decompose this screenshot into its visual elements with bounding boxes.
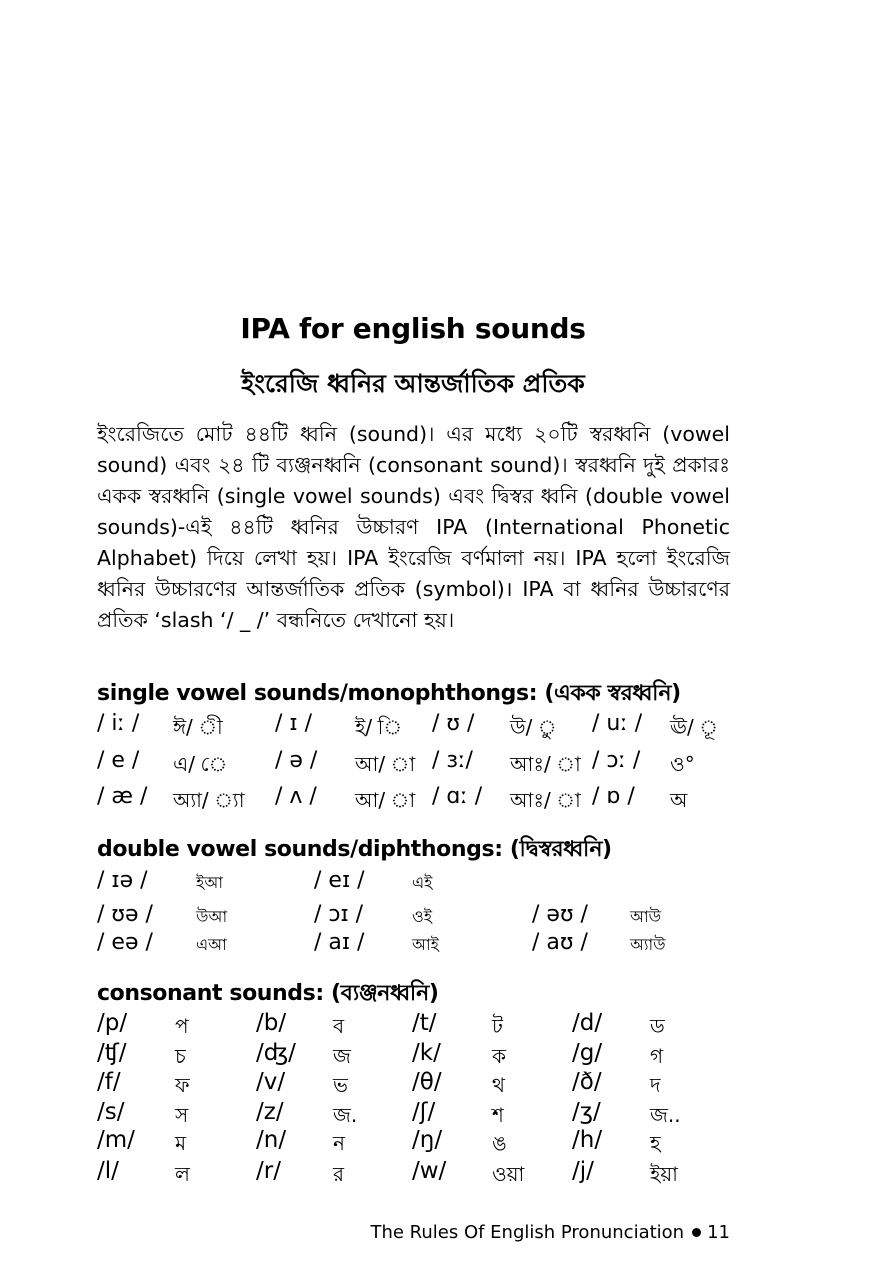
monophthong-ipa-symbol: / ɔː / — [592, 748, 641, 773]
consonant-ipa-symbol: /l/ — [97, 1158, 119, 1184]
consonant-ipa-symbol: /v/ — [256, 1069, 286, 1095]
consonant-bengali-equivalent: ম — [175, 1131, 187, 1155]
book-title: The Rules Of English Pronunciation — [370, 1222, 685, 1243]
diphthong-row — [0, 930, 870, 964]
consonant-ipa-symbol: /r/ — [256, 1158, 281, 1184]
diphthong-ipa-symbol: / ɪə / — [97, 868, 148, 893]
page-footer — [370, 1222, 730, 1243]
monophthong-bengali-equivalent: এ/ ে — [173, 752, 228, 776]
consonant-bengali-equivalent: ফ — [175, 1073, 190, 1097]
bullet-icon — [692, 1228, 701, 1237]
diphthong-bengali-equivalent: ওই — [412, 907, 433, 926]
monophthong-ipa-symbol: / ʊ / — [432, 711, 475, 736]
page-title: IPA for english sounds — [240, 312, 586, 345]
monophthong-ipa-symbol: / ɜː/ — [432, 748, 473, 773]
consonant-bengali-equivalent: ট — [492, 1014, 503, 1038]
monophthong-bengali-equivalent: ঈ/ ী — [173, 715, 223, 739]
page-number: 11 — [707, 1222, 730, 1243]
consonant-bengali-equivalent: ল — [175, 1162, 190, 1186]
consonant-ipa-symbol: /s/ — [97, 1099, 125, 1125]
monophthong-bengali-equivalent: ই/ ি — [355, 715, 403, 739]
monophthong-bengali-equivalent: অ — [670, 788, 688, 812]
monophthong-bengali-equivalent: আ/ া — [355, 788, 416, 812]
consonant-ipa-symbol: /m/ — [97, 1127, 135, 1153]
consonant-ipa-symbol: /w/ — [412, 1158, 447, 1184]
consonant-bengali-equivalent: স — [175, 1103, 189, 1127]
monophthong-bengali-equivalent: আঃ/ া — [510, 752, 581, 776]
monophthong-bengali-equivalent: অ্যা/ ্যা — [173, 788, 245, 812]
consonant-bengali-equivalent: দ — [650, 1073, 661, 1097]
consonant-bengali-equivalent: র — [333, 1162, 345, 1186]
monophthong-bengali-equivalent: আঃ/ া — [510, 788, 581, 812]
consonant-ipa-symbol: /d/ — [572, 1010, 603, 1036]
monophthong-bengali-equivalent: উ/ ু — [510, 715, 557, 739]
consonant-bengali-equivalent: ক — [492, 1044, 506, 1068]
monophthong-ipa-symbol: / ɒ / — [592, 784, 635, 809]
monophthong-row — [0, 711, 870, 745]
monophthongs-heading: single vowel sounds/monophthongs: (একক স্বরধ্বনি) — [97, 681, 681, 706]
consonant-bengali-equivalent: ড — [650, 1014, 665, 1038]
consonants-heading: consonant sounds: (ব্যঞ্জনধ্বনি) — [97, 981, 439, 1006]
monophthong-ipa-symbol: / uː / — [592, 711, 643, 736]
diphthong-row — [0, 868, 870, 902]
consonant-ipa-symbol: /ʒ/ — [572, 1099, 601, 1125]
diphthong-ipa-symbol: / aʊ / — [532, 930, 588, 955]
consonant-ipa-symbol: /ŋ/ — [412, 1127, 443, 1153]
monophthong-ipa-symbol: / ɪ / — [275, 711, 312, 736]
consonant-bengali-equivalent: গ — [650, 1044, 664, 1068]
consonant-ipa-symbol: /n/ — [256, 1127, 287, 1153]
monophthong-ipa-symbol: / ɑː / — [432, 784, 483, 809]
diphthong-bengali-equivalent: এই — [412, 873, 433, 892]
monophthong-ipa-symbol: / æ / — [97, 784, 148, 809]
consonant-ipa-symbol: /ʤ/ — [256, 1040, 296, 1066]
consonant-bengali-equivalent: ভ — [333, 1073, 348, 1097]
monophthong-row — [0, 784, 870, 818]
consonant-bengali-equivalent: প — [175, 1014, 189, 1038]
consonant-ipa-symbol: /θ/ — [412, 1069, 442, 1095]
consonant-ipa-symbol: /g/ — [572, 1040, 603, 1066]
intro-paragraph: ইংরেজিতে মোট ৪৪টি ধ্বনি (sound)। এর মধ্যে ২০টি স্বরধ্বনি (vowel sound) এবং ২৪ টি ব্যঞ্জনধ্বনি (consonant sound)। স্বরধ্বনি দুই প্রকারঃ একক স্বরধ্বনি (single vowel sounds) এবং দ্বিস্বর ধ্বনি (double vowel sounds)-এই ৪৪টি ধ্বনির উচ্চারণ IPA (International Phonetic Alphabet) দিয়ে লেখা হয়। IPA ইংরেজি বর্ণমালা নয়। IPA হলো ইংরেজি ধ্বনির উচ্চারণের আন্তর্জাতিক প্রতিক (symbol)। IPA বা ধ্বনির উচ্চারণের প্রতিক ‘slash ‘/ _ /’ বন্ধনিতে দেখানো হয়। — [97, 422, 730, 632]
consonant-bengali-equivalent: শ — [492, 1103, 504, 1127]
consonant-ipa-symbol: /z/ — [256, 1099, 284, 1125]
diphthong-ipa-symbol: / əʊ / — [532, 902, 588, 927]
consonant-ipa-symbol: /h/ — [572, 1127, 603, 1153]
monophthong-ipa-symbol: / iː / — [97, 711, 140, 736]
consonant-bengali-equivalent: চ — [175, 1044, 186, 1068]
consonant-row — [0, 1158, 870, 1192]
consonant-ipa-symbol: /ʃ/ — [412, 1099, 436, 1125]
consonant-ipa-symbol: /ʧ/ — [97, 1040, 127, 1066]
diphthong-bengali-equivalent: উআ — [196, 907, 228, 926]
diphthong-bengali-equivalent: আই — [412, 935, 439, 954]
consonant-row — [0, 1127, 870, 1161]
consonant-bengali-equivalent: থ — [492, 1073, 505, 1097]
consonant-bengali-equivalent: ব — [333, 1014, 345, 1038]
diphthong-ipa-symbol: / eə / — [97, 930, 153, 955]
consonant-bengali-equivalent: ঙ — [492, 1131, 507, 1155]
consonant-bengali-equivalent: জ — [333, 1044, 351, 1068]
monophthong-bengali-equivalent: ঊ/ ূ — [670, 715, 718, 739]
consonant-bengali-equivalent: জ.. — [650, 1103, 681, 1127]
diphthong-bengali-equivalent: ইআ — [196, 873, 223, 892]
diphthong-ipa-symbol: / aɪ / — [314, 930, 365, 955]
monophthong-bengali-equivalent: আ/ া — [355, 752, 416, 776]
consonant-row — [0, 1069, 870, 1103]
consonant-bengali-equivalent: ন — [333, 1131, 345, 1155]
diphthong-ipa-symbol: / ɔɪ / — [314, 902, 364, 927]
diphthongs-heading: double vowel sounds/diphthongs: (দ্বিস্বরধ্বনি) — [97, 837, 612, 862]
diphthong-bengali-equivalent: অ্যাউ — [630, 935, 666, 954]
consonant-bengali-equivalent: ওয়া — [492, 1162, 525, 1186]
consonant-row — [0, 1010, 870, 1044]
diphthong-bengali-equivalent: এআ — [196, 935, 227, 954]
consonant-ipa-symbol: /f/ — [97, 1069, 121, 1095]
consonant-ipa-symbol: /p/ — [97, 1010, 128, 1036]
diphthong-ipa-symbol: / eɪ / — [314, 868, 365, 893]
consonant-ipa-symbol: /ð/ — [572, 1069, 602, 1095]
consonant-bengali-equivalent: জ. — [333, 1103, 358, 1127]
consonant-ipa-symbol: /k/ — [412, 1040, 441, 1066]
monophthong-ipa-symbol: / e / — [97, 748, 140, 773]
consonant-ipa-symbol: /j/ — [572, 1158, 594, 1184]
monophthong-bengali-equivalent: ও° — [670, 752, 695, 776]
monophthong-ipa-symbol: / ə / — [275, 748, 318, 773]
consonant-bengali-equivalent: ইয়া — [650, 1162, 678, 1186]
monophthong-ipa-symbol: / ʌ / — [275, 784, 317, 809]
consonant-ipa-symbol: /t/ — [412, 1010, 437, 1036]
diphthong-bengali-equivalent: আউ — [630, 907, 662, 926]
monophthong-row — [0, 748, 870, 782]
consonant-bengali-equivalent: হ — [650, 1131, 661, 1155]
page-subtitle: ইংরেজি ধ্বনির আন্তর্জাতিক প্রতিক — [241, 369, 585, 398]
diphthong-ipa-symbol: / ʊə / — [97, 902, 153, 927]
consonant-ipa-symbol: /b/ — [256, 1010, 287, 1036]
